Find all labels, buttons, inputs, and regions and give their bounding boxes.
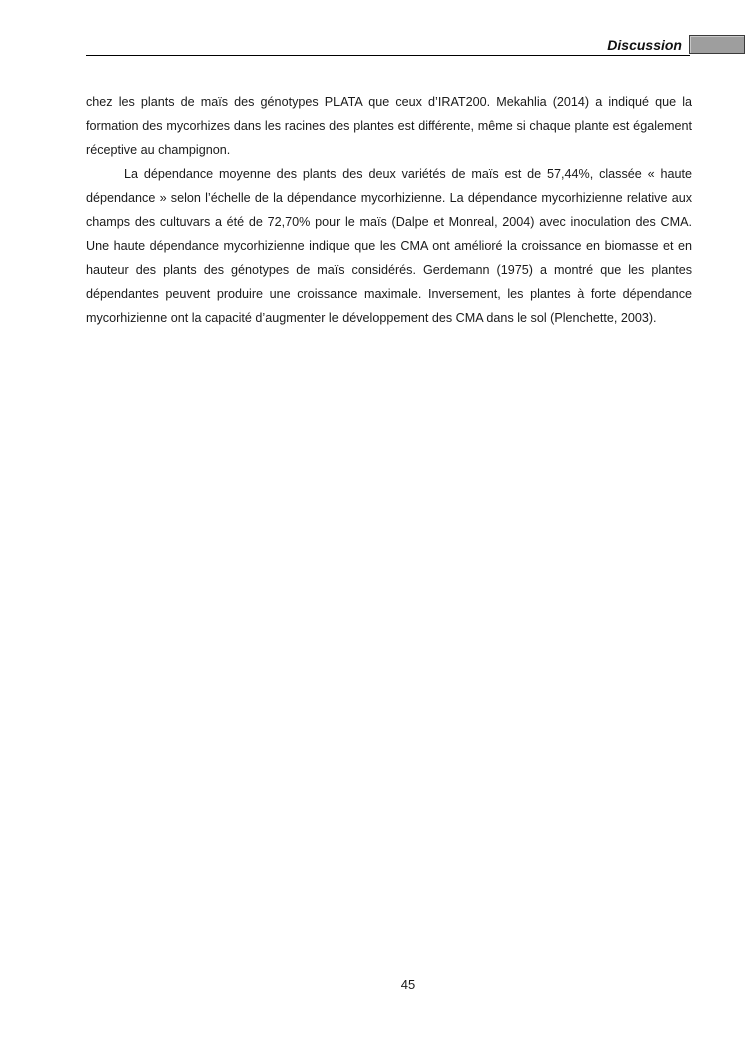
body-text bbox=[86, 90, 692, 330]
paragraph-continued: chez les plants de maïs des génotypes PLATA que ceux d’IRAT200. Mekahlia (2014) a indiqué que la formation des mycorhizes dans les racines des plantes est différente, même si chaque plante est également réceptive au champignon. bbox=[86, 95, 692, 157]
header-decorative-bar bbox=[689, 35, 745, 54]
page-number: 45 bbox=[400, 977, 416, 992]
section-title: Discussion bbox=[607, 37, 682, 53]
paragraph-dependance: La dépendance moyenne des plants des deux variétés de maïs est de 57,44%, classée « haute dépendance » selon l’échelle de la dépendance mycorhizienne. La dépendance mycorhizienne relative aux champs des cultuvars a été de 72,70% pour le maïs (Dalpe et Monreal, 2004) avec inoculation des CMA. Une haute dépendance mycorhizienne indique que les CMA ont amélioré la croissance en biomasse et en hauteur des plants des génotypes de maïs considérés. Gerdemann (1975) a montré que les plantes dépendantes peuvent produire une croissance maximale. Inversement, les plantes à forte dépendance mycorhizienne ont la capacité d’augmenter le développement des CMA dans le sol (Plenchette, 2003). bbox=[86, 167, 692, 325]
header-rule bbox=[86, 55, 690, 56]
page-header bbox=[607, 34, 745, 56]
